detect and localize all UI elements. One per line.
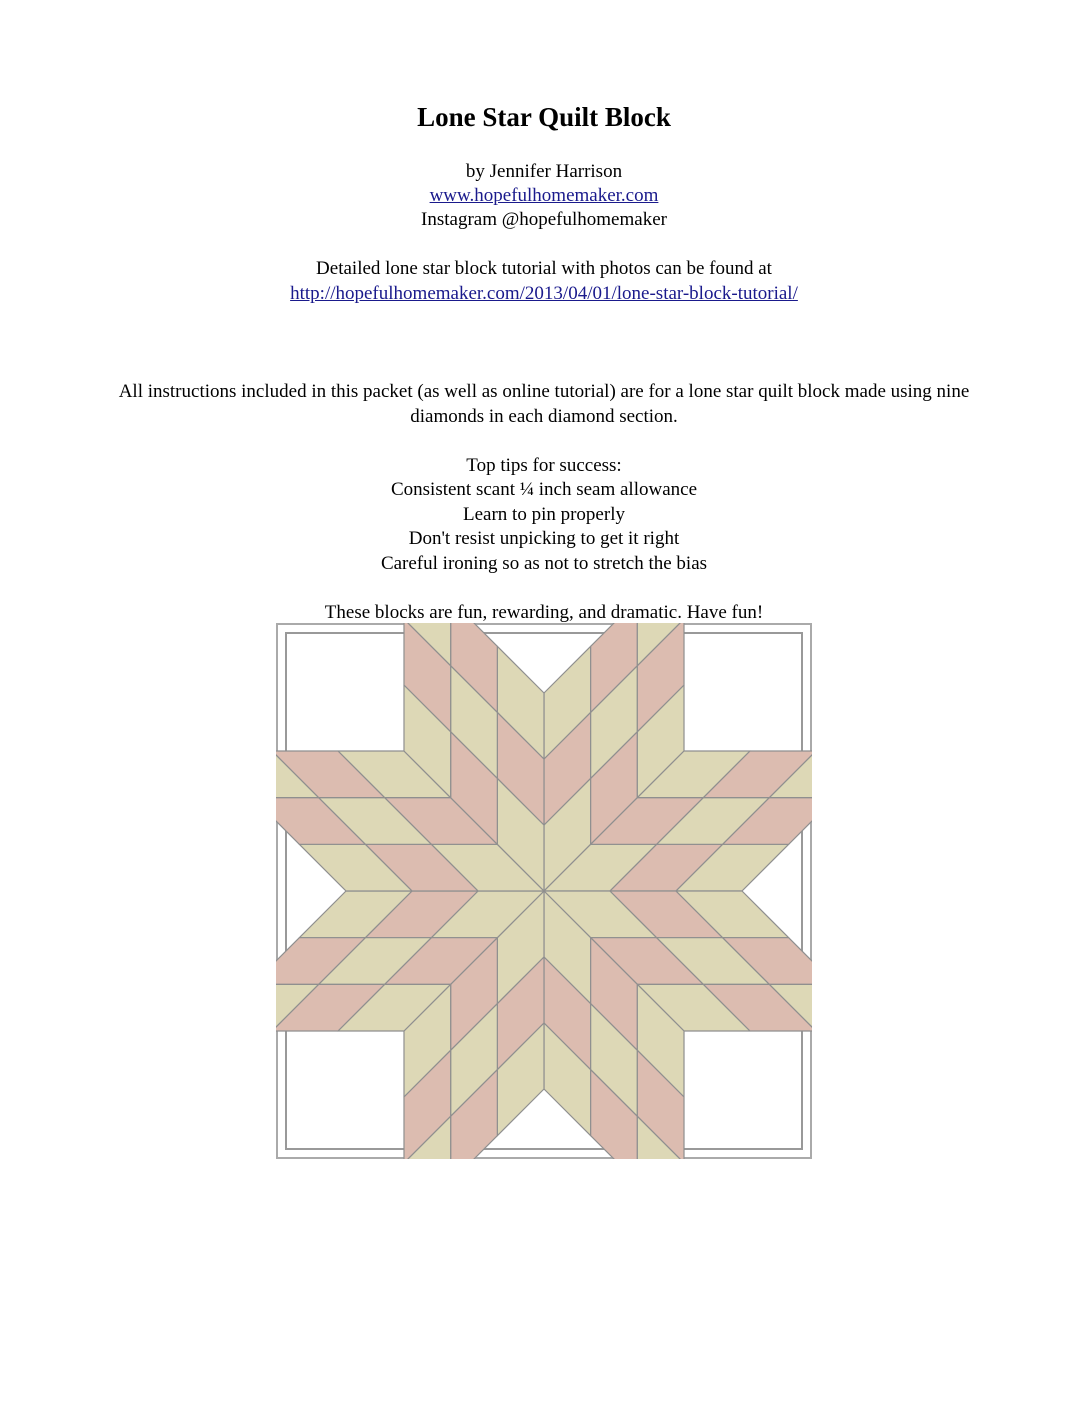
author-line: by Jennifer Harrison: [465, 161, 623, 182]
tutorial-link[interactable]: http://hopefulhomemaker.com/2013/04/01/lone-star-block-tutorial/: [290, 283, 798, 304]
website-line: [0, 184, 1088, 209]
tutorial-line: [0, 282, 1088, 307]
website-link[interactable]: www.hopefulhomemaker.com: [429, 185, 659, 206]
page-title: Lone Star Quilt Block: [417, 102, 671, 132]
tips-heading: Top tips for success:: [466, 455, 622, 476]
lone-star-quilt-block: [276, 623, 812, 1159]
instructions-paragraph: All instructions included in this packet (as well as online tutorial) are for a lone star quilt block made using nine diamonds in each diamond section.: [118, 381, 970, 427]
tip-item: Careful ironing so as not to stretch the bias: [380, 552, 708, 574]
tip-item: Learn to pin properly: [463, 503, 625, 525]
tips-list: [0, 478, 1088, 576]
closing-line: These blocks are fun, rewarding, and dramatic. Have fun!: [324, 602, 764, 623]
tip-item: Don't resist unpicking to get it right: [408, 528, 680, 549]
instagram-handle: Instagram @hopefulhomemaker: [421, 209, 667, 230]
tip-item: Consistent scant ¼ inch seam allowance: [390, 479, 698, 500]
tutorial-intro: Detailed lone star block tutorial with photos can be found at: [316, 258, 772, 279]
